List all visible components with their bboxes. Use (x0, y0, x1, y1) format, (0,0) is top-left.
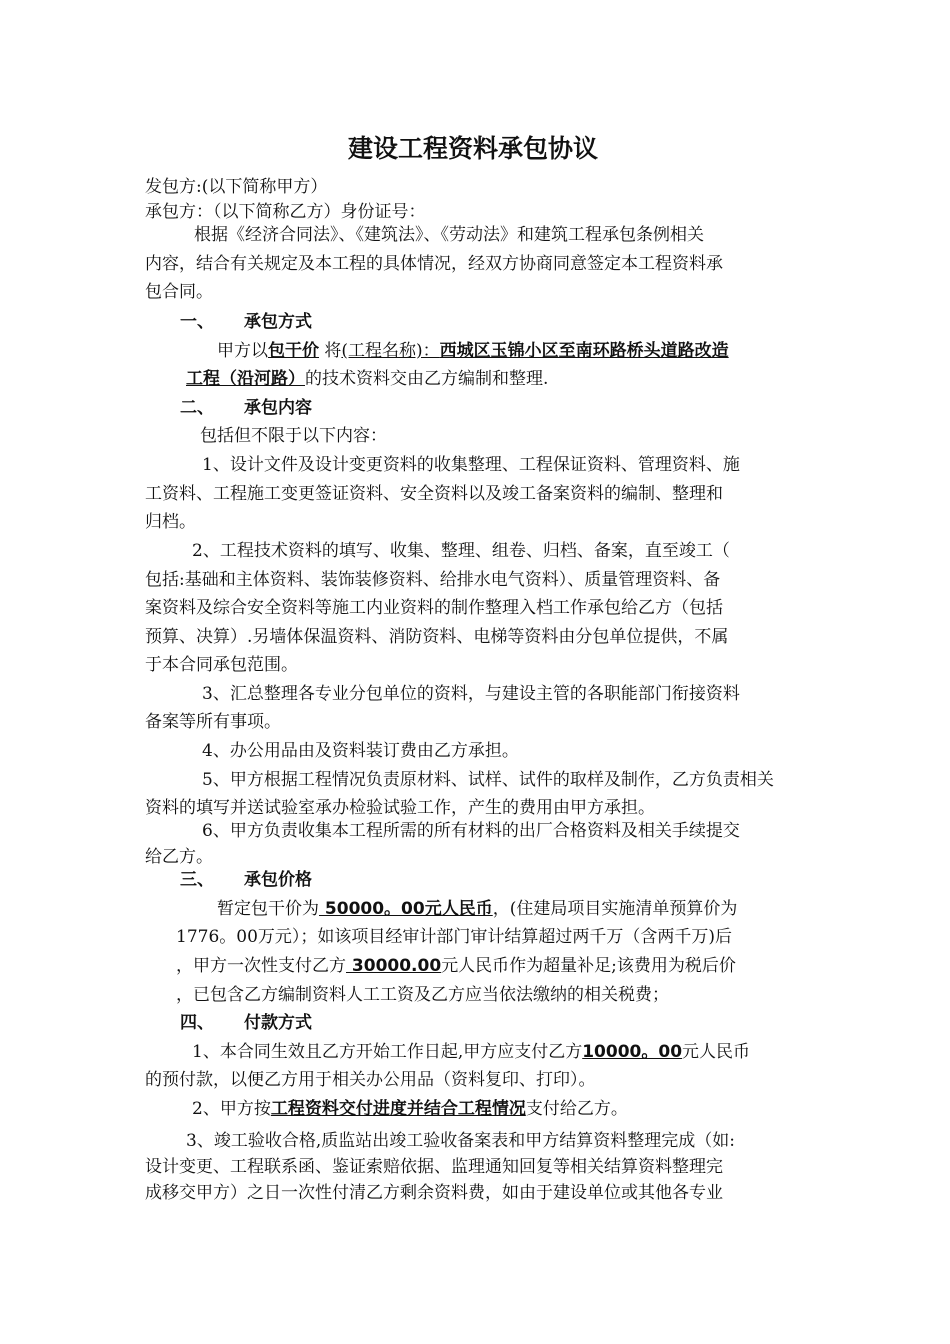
intro-line-3: 包合同。 (145, 282, 213, 302)
party-a-line: 发包方:(以下简称甲方） (145, 177, 328, 197)
s2-item-1-line-3: 归档。 (145, 512, 196, 532)
s2-item-2-line-2: 包括:基础和主体资料、装饰装修资料、给排水电气资料）、质量管理资料、备 (145, 570, 721, 590)
s3-line-1 (217, 898, 737, 920)
s2-item-2-line-5: 于本合同承包范围。 (145, 655, 298, 675)
section-3-heading (180, 869, 312, 891)
s3-line-1-pre: 暂定包干价为 (217, 899, 319, 919)
s4-item-2-pre: 2、甲方按 (192, 1099, 271, 1119)
section-1-number: 一、 (180, 312, 214, 332)
s4-item-3-line-3: 成移交甲方）之日一次性付清乙方剩余资料费，如由于建设单位或其他各专业 (145, 1183, 723, 1203)
s3-fixed-price: 50000。00元人民币 (319, 899, 493, 919)
s1-price-type: 包干价 (268, 341, 319, 361)
section-2-number: 二、 (180, 398, 214, 418)
s4-prepayment-amount: 10000。00 (582, 1042, 683, 1062)
s1-project-name-b: 工程（沿河路） (186, 369, 305, 389)
s3-extra-amount: 30000.00 (346, 956, 442, 976)
s3-line-2: 1776。00万元）；如该项目经审计部门审计结算超过两千万（含两千万)后 (176, 927, 733, 947)
section-1-heading (180, 311, 312, 333)
s1-text-pre: 甲方以 (217, 341, 268, 361)
s3-line-3-post: 元人民币作为超量补足;该费用为税后价 (441, 956, 736, 976)
s2-item-1-line-2: 工资料、工程施工变更签证资料、安全资料以及竣工备案资料的编制、整理和 (145, 484, 723, 504)
s1-project-name-a: 西城区玉锦小区至南环路桥头道路改造 (439, 341, 729, 361)
section-4-heading (180, 1012, 312, 1034)
s2-item-4: 4、办公用品由及资料装订费由乙方承担。 (202, 741, 519, 761)
s4-item-2 (192, 1098, 628, 1120)
section-2-lead: 包括但不限于以下内容： (200, 426, 387, 446)
s2-item-5-line-2: 资料的填写并送试验室承办检验试验工作，产生的费用由甲方承担。 (145, 798, 655, 818)
s4-item-3-line-1: 3、竣工验收合格,质监站出竣工验收备案表和甲方结算资料整理完成（如: (186, 1131, 735, 1151)
s2-item-5-line-1: 5、甲方根据工程情况负责原材料、试样、试件的取样及制作，乙方负责相关 (202, 770, 774, 790)
document-title: 建设工程资料承包协议 (348, 134, 599, 163)
s3-line-4: ，已包含乙方编制资料人工工资及乙方应当依法缴纳的相关税费； (176, 985, 669, 1005)
section-3-title: 承包价格 (244, 870, 312, 890)
s2-item-6-line-1: 6、甲方负责收集本工程所需的所有材料的出厂合格资料及相关手续提交 (202, 821, 740, 841)
s1-text-post: 的技术资料交由乙方编制和整理. (305, 369, 549, 389)
s4-item-1-line-1 (192, 1041, 750, 1063)
intro-line-2: 内容，结合有关规定及本工程的具体情况，经双方协商同意签定本工程资料承 (145, 254, 723, 274)
s1-project-name-label: (工程名称)： (341, 341, 440, 361)
s4-item-1-line-2: 的预付款，以便乙方用于相关办公用品（资料复印、打印）。 (145, 1070, 596, 1090)
section-1-title: 承包方式 (244, 312, 312, 332)
s3-line-3 (176, 955, 736, 977)
s1-text-mid: 将 (319, 341, 342, 361)
intro-line-1: 根据《经济合同法》、《建筑法》、《劳动法》和建筑工程承包条例相关 (194, 225, 704, 245)
section-3-number: 三、 (180, 870, 214, 890)
s2-item-3-line-2: 备案等所有事项。 (145, 712, 281, 732)
s2-item-2-line-4: 预算、决算）.另墙体保温资料、消防资料、电梯等资料由分包单位提供，不属 (145, 627, 729, 647)
s3-line-1-post: ，(住建局项目实施清单预算价为 (492, 899, 738, 919)
s4-item-2-underlined: 工程资料交付进度并结合工程情况 (270, 1099, 526, 1119)
s4-item-1-post: 元人民币 (682, 1042, 751, 1062)
s2-item-6-line-2: 给乙方。 (145, 847, 213, 867)
s2-item-2-line-1: 2、工程技术资料的填写、收集、整理、组卷、归档、备案，直至竣工（ (192, 541, 730, 561)
s4-item-1-pre: 1、本合同生效且乙方开始工作日起,甲方应支付乙方 (192, 1042, 583, 1062)
section-1-para-line-2 (186, 368, 548, 390)
s4-item-2-post: 支付给乙方。 (525, 1099, 628, 1119)
s2-item-1-line-1: 1、设计文件及设计变更资料的收集整理、工程保证资料、管理资料、施 (202, 455, 740, 475)
section-4-number: 四、 (180, 1013, 214, 1033)
section-2-title: 承包内容 (244, 398, 312, 418)
party-b-line: 承包方：（以下简称乙方）身份证号： (145, 202, 426, 222)
s4-item-3-line-2: 设计变更、工程联系函、鉴证索赔依据、监理通知回复等相关结算资料整理完 (145, 1157, 723, 1177)
s3-line-3-pre: ，甲方一次性支付乙方 (176, 956, 346, 976)
section-2-heading (180, 397, 312, 419)
s2-item-3-line-1: 3、汇总整理各专业分包单位的资料，与建设主管的各职能部门衔接资料 (202, 684, 740, 704)
section-1-para-line-1 (217, 340, 729, 362)
s2-item-2-line-3: 案资料及综合安全资料等施工内业资料的制作整理入档工作承包给乙方（包括 (145, 598, 723, 618)
section-4-title: 付款方式 (244, 1013, 312, 1033)
